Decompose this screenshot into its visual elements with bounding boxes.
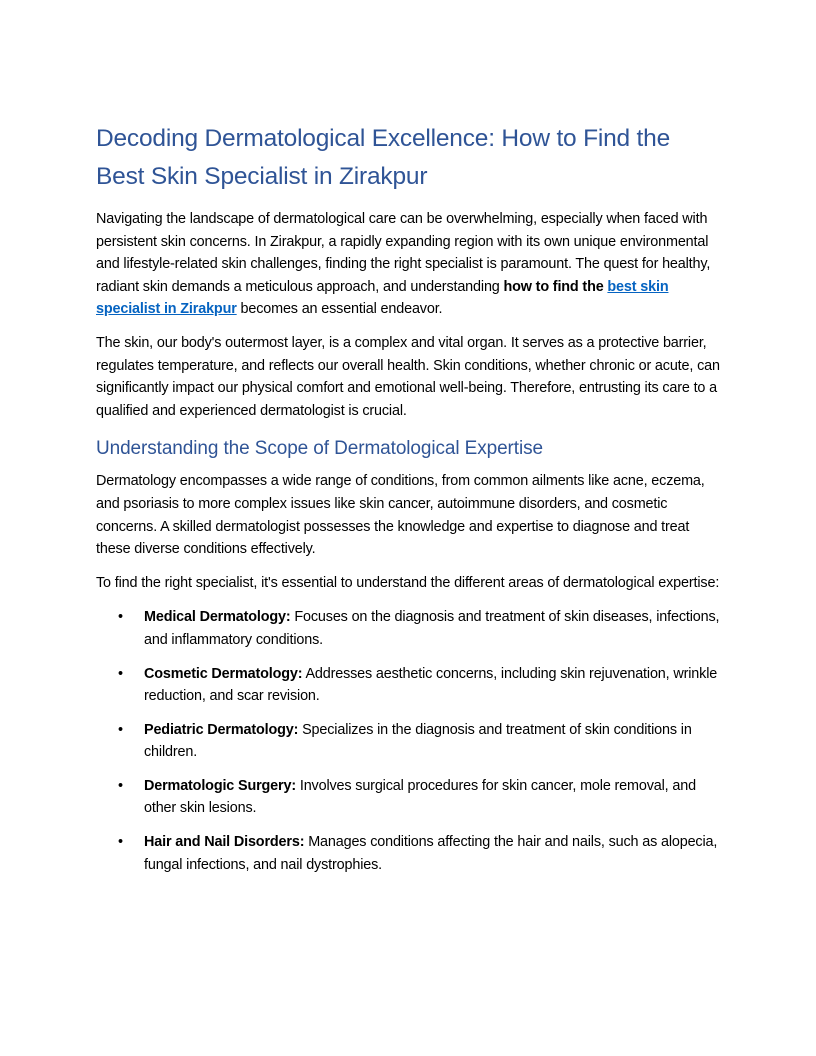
intro-text: Navigating the landscape of dermatological care can be overwhelming, especially when faced with persistent skin concerns. In Zirakpur, a rapidly expanding region with its own unique environmental and lifestyle-related skin challenges, finding the right specialist is paramount. The quest for healthy, radiant skin demands a meticulous approach, and understanding — [96, 211, 711, 295]
list-item-desc: Involves surgical procedures for skin cancer, mole removal, and other skin lesions. — [144, 777, 696, 817]
list-item-term: Hair and Nail Disorders: — [144, 834, 305, 851]
page-title: Decoding Dermatological Excellence: How to Find the Best Skin Specialist in Zirakpur — [96, 125, 671, 190]
list-item-desc: Focuses on the diagnosis and treatment of skin diseases, infections, and inflammatory conditions. — [144, 609, 720, 648]
bullet-icon: • — [118, 721, 123, 738]
section-paragraph: Dermatology encompasses a wide range of conditions, from common ailments like acne, eczema, and psoriasis to more complex issues like skin cancer, autoimmune disorders, and cosmetic concerns. A skilled dermatologist possesses the knowledge and expertise to diagnose and treat these diverse conditions effectively. — [96, 473, 705, 558]
bullet-icon: • — [118, 665, 123, 682]
body-paragraph: The skin, our body's outermost layer, is a complex and vital organ. It serves as a protective barrier, regulates temperature, and reflects our overall health. Skin conditions, whether chronic or acute, can significantly impact our physical comfort and emotional well-being. Therefore, entrusting its care to a qualified and experienced dermatologist is crucial. — [96, 334, 720, 419]
expertise-list — [96, 606, 720, 876]
section-heading: Understanding the Scope of Dermatological Expertise — [96, 438, 543, 460]
intro-text-end: becomes an essential endeavor. — [236, 301, 443, 318]
best-skin-specialist-link[interactable]: best skin specialist in Zirakpur — [96, 278, 669, 318]
bullet-icon: • — [118, 609, 123, 626]
list-item-desc: Manages conditions affecting the hair and nails, such as alopecia, fungal infections, and nail dystrophies. — [144, 834, 718, 873]
list-item — [96, 606, 720, 651]
intro-bold-text: how to find the — [503, 278, 604, 295]
list-item-term: Cosmetic Dermatology: — [144, 665, 303, 682]
list-item — [96, 663, 720, 708]
list-item-term: Dermatologic Surgery: — [144, 777, 296, 794]
list-item-desc: Addresses aesthetic concerns, including skin rejuvenation, wrinkle reduction, and scar revision. — [144, 665, 718, 705]
list-item-term: Pediatric Dermatology: — [144, 721, 299, 738]
bullet-icon: • — [118, 834, 123, 851]
list-item — [96, 775, 720, 820]
list-item — [96, 831, 720, 876]
list-item-desc: Specializes in the diagnosis and treatment of skin conditions in children. — [144, 721, 692, 761]
list-item-term: Medical Dermatology: — [144, 609, 291, 626]
intro-paragraph — [96, 208, 720, 321]
section-paragraph-intro-list: To find the right specialist, it's essential to understand the different areas of dermatological expertise: — [96, 574, 720, 591]
bullet-icon: • — [118, 777, 123, 794]
list-item — [96, 719, 720, 764]
